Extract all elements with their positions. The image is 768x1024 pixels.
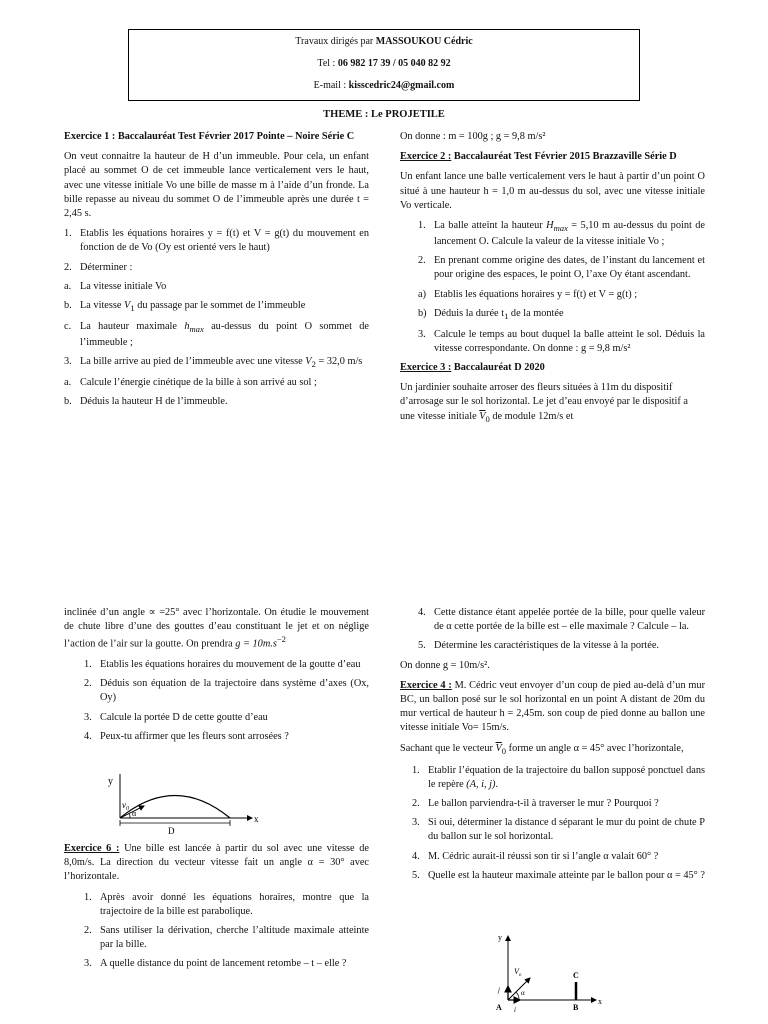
ex3-q4 [84, 730, 369, 744]
q-number: 5. [412, 869, 420, 881]
fig-y-label: y [108, 776, 113, 787]
text-part: . [495, 778, 499, 790]
q-text: Etablis les équations horaires y = f(t) et V = g(t) ; [434, 288, 638, 300]
phone-number: 06 982 17 39 / 05 040 82 92 [337, 58, 451, 69]
ex4-q3 [412, 816, 705, 844]
ex4-q1 [412, 764, 705, 792]
q-text: En prenant comme origine des dates, de l’instant du lancement et pour origine des espaces, le point O, l’axe Oy étant ascendant. [434, 255, 705, 281]
ex3-q1 [84, 658, 369, 672]
text-part: au-dessus du point O sommet de l’immeuble ; [80, 320, 369, 348]
q-number: 2. [84, 678, 92, 690]
fig-j-label: j [498, 986, 500, 994]
phone-prefix: Tel : [317, 58, 338, 69]
q-text: M. Cédric aurait-il réussi son tir si l’angle α valait 60° ? [428, 850, 659, 862]
ex4-q4 [412, 850, 705, 864]
vector-v0: $\overline{V}$ [495, 742, 502, 754]
author-prefix: Travaux dirigés par [295, 36, 376, 47]
q-text: Déduis la hauteur H de l’immeuble. [80, 396, 228, 408]
ex3-continued-intro [64, 606, 369, 652]
phone-line [129, 53, 639, 75]
ex2-label: Exercice 2 : [400, 151, 452, 163]
ex2-qb [418, 307, 705, 323]
author-line [129, 31, 639, 53]
email-prefix: E-mail : [313, 80, 349, 91]
math-sub: 0 [485, 413, 490, 424]
q-number: 1. [412, 764, 420, 776]
math-sub: 1 [130, 303, 135, 314]
q-text [434, 307, 705, 323]
ex6-q4 [418, 606, 705, 634]
ex6-q3 [84, 957, 369, 971]
q-number: 2. [84, 925, 92, 937]
math-var: h [184, 320, 190, 332]
text-part: = 32,0 m/s [315, 355, 363, 367]
ex3-label: Exercice 3 : [400, 361, 452, 373]
ex3-q2 [84, 677, 369, 705]
ex3-q3 [84, 711, 369, 725]
text-part: de la montée [508, 307, 564, 319]
q-text: Déterminer : [80, 261, 133, 273]
fig-v-letter: V [514, 967, 519, 976]
q-number: 1. [84, 659, 92, 671]
ex1-intro: On veut connaitre la hauteur de H d’un immeuble. Pour cela, un enfant placé au sommet O de cet immeuble lance verticalement vers le haut, avec une vitesse initiale Vo une bille de masse m à l’aide d’un fronde. La bille repasse au niveau du sommet O de l’immeuble après une durée t = 2,45 s. [64, 151, 369, 220]
ex2-q1 [418, 219, 705, 249]
q-number: a) [418, 288, 426, 300]
fig-i-label: i [514, 1006, 516, 1014]
q-number: 2. [412, 797, 420, 809]
ex6-q5 [418, 639, 705, 653]
q-number: 3. [84, 711, 92, 723]
angle-arc [129, 813, 130, 818]
fig-v-letter: v [122, 800, 126, 810]
q-text: Quelle est la hauteur maximale atteinte par le ballon pour α = 45° ? [428, 869, 705, 881]
ex4-text: M. Cédric veut envoyer d’un coup de pied au-delà d’un mur BC, un ballon posé sur le sol horizontal en un point A distant de 20m du mur vertical de hauteur h = 2,45m. son coup de pied donne au ballon une vitesse initiale Vo= 15m/s. [400, 679, 705, 734]
q-number: 2. [418, 255, 426, 267]
text-part: La bille arrive au pied de l’immeuble avec une vitesse [80, 355, 306, 367]
exercise-3-continued [64, 606, 369, 749]
math-sub: 1 [504, 310, 509, 321]
math-sub: 0 [501, 745, 507, 756]
q-text [80, 320, 369, 350]
text-part: La vitesse [80, 300, 125, 312]
exercise-1 [64, 130, 369, 414]
ex3-intro [400, 381, 705, 425]
exercise-6 [64, 842, 369, 977]
exercise-2-3 [400, 130, 705, 431]
ex4-intro [400, 679, 705, 736]
vector-v0: $\overline{V}$ [479, 410, 486, 422]
ex6-q2 [84, 924, 369, 952]
header-box [128, 29, 640, 101]
fig-point-a: A [496, 1003, 502, 1012]
math-sub: max [553, 223, 568, 234]
ex6-given: On donne g = 10m/s². [400, 659, 490, 671]
ex2-qa [418, 288, 705, 302]
q-number: b) [418, 307, 427, 319]
fig-v0-label [514, 967, 522, 978]
math-frame: (A, i, j) [466, 778, 496, 790]
q-text: A quelle distance du point de lancement retombe – t – elle ? [100, 958, 347, 970]
q-text [434, 219, 705, 249]
q-number: b. [64, 396, 72, 408]
email-line [129, 75, 639, 97]
text-part: La hauteur maximale [80, 320, 185, 332]
q-number: c. [64, 320, 72, 332]
q-text: Sans utiliser la dérivation, cherche l’altitude maximale atteinte par la bille. [100, 925, 369, 951]
q-text: La vitesse initiale Vo [80, 280, 167, 292]
q-text: Peux-tu affirmer que les fleurs sont arrosées ? [100, 730, 289, 742]
ex3-subtitle: Baccalauréat D 2020 [451, 361, 545, 373]
q-text: Calcule l’énergie cinétique de la bille à son arrivé au sol ; [80, 376, 317, 388]
fig-point-b: B [573, 1003, 579, 1012]
exercise-6-continued-and-4 [400, 606, 705, 888]
q-number: a. [64, 376, 72, 388]
text-part: Sachant que le vecteur [400, 742, 496, 754]
ex3-trajectory-figure [100, 768, 270, 838]
ex4-vector-line [400, 742, 705, 758]
q-text [428, 764, 705, 792]
ex2-q2 [418, 254, 705, 282]
fig-d-label: D [168, 826, 175, 836]
q-number: 3. [418, 328, 426, 340]
q-text: Etablis les équations horaires y = f(t) et V = g(t) du mouvement en fonction de de Vo (Oy est orienté vers le haut) [80, 228, 369, 254]
fig-v0-label [122, 800, 129, 812]
ex2-subtitle: Baccalauréat Test Février 2015 Brazzaville Série D [451, 151, 677, 163]
text-part: Un jardinier souhaite arroser des fleurs situées à 11m du dispositif d’arrosage sur le sol horizontal. Le jet d’eau envoyé par le dispositif a une vitesse initiale [400, 382, 688, 422]
ex6-intro [64, 842, 369, 885]
ex1-q2c [64, 320, 369, 350]
ex3-title [400, 361, 705, 375]
q-number: 1. [418, 220, 426, 232]
email-address: kisscedric24@gmail.com [348, 80, 455, 91]
ex2-q3 [418, 328, 705, 356]
ex1-q3a [64, 376, 369, 390]
q-number: 2. [64, 261, 72, 273]
text-part: Déduis la durée t [434, 307, 505, 319]
ex1-q2 [64, 261, 369, 275]
math-sub: max [189, 323, 204, 334]
q-text: Détermine les caractéristiques de la vitesse à la portée. [434, 640, 659, 652]
q-number: 1. [84, 891, 92, 903]
q-number: 3. [84, 958, 92, 970]
q-text: Le ballon parviendra-t-il à traverser le mur ? Pourquoi ? [428, 797, 659, 809]
q-text: Si oui, déterminer la distance d séparant le mur du point de chute P du ballon sur le sol horizontal. [428, 817, 705, 843]
angle-arc [516, 992, 519, 1000]
theme-title: THEME : Le PROJETILE [323, 109, 445, 120]
ex2-intro: Un enfant lance une balle verticalement vers le haut à partir d’un point O situé à une hauteur h = 1,0 m au-dessus du sol, avec une vitesse initiale Vo verticale. [400, 171, 705, 211]
ex1-q2a [64, 280, 369, 294]
text-part: de module 12m/s et [489, 410, 574, 422]
ex4-q5 [412, 869, 705, 883]
q-number: 5. [418, 640, 426, 652]
ex6-q1 [84, 891, 369, 919]
q-number: a. [64, 280, 72, 292]
trajectory-curve [120, 796, 230, 819]
text-part: = 5,10 m au-dessus du point de lancement O. Calcule la valeur de la vitesse initiale Vo ; [434, 220, 706, 247]
fig-y-label: y [498, 933, 502, 942]
ex4-wall-figure [488, 926, 608, 1020]
text-part: du passage par le sommet de l’immeuble [134, 300, 306, 312]
ex4-label: Exercice 4 : [400, 679, 452, 691]
q-text [80, 299, 369, 315]
math-exp: −2 [276, 634, 286, 645]
ex4-q2 [412, 797, 705, 811]
q-text [80, 355, 369, 371]
text-part: La balle atteint la hauteur [434, 220, 547, 232]
q-text: Etablis les équations horaires du mouvement de la goutte d’eau [100, 659, 361, 671]
q-number: 4. [418, 607, 426, 618]
ex6-text: Une bille est lancée à partir du sol avec une vitesse de 8,0m/s. La direction du vecteur vitesse fait un angle α = 30° avec l’horizontale. [64, 843, 369, 883]
math-sub: 2 [311, 359, 316, 370]
fig-alpha-label: α [132, 809, 137, 818]
fig-v-sub: 0 [126, 806, 129, 812]
math-var: V [124, 300, 131, 312]
q-number: 4. [84, 730, 92, 742]
ex6-label: Exercice 6 : [64, 843, 120, 854]
math-g: g = 10m.s [235, 638, 277, 650]
q-text: Après avoir donné les équations horaires, montre que la trajectoire de la bille est parabolique. [100, 891, 369, 917]
q-text: Calcule le temps au bout duquel la balle atteint le sol. Déduis la vitesse correspondante. On donne : g = 9,8 m/s² [434, 328, 705, 354]
q-text: Déduis son équation de la trajectoire dans système d’axes (Ox, Oy) [100, 678, 369, 704]
q-number: 4. [412, 850, 420, 862]
ex1-q1 [64, 227, 369, 255]
q-text: Calcule la portée D de cette goutte d’eau [100, 711, 268, 723]
fig-x-label: x [598, 997, 602, 1006]
author-name: MASSOUKOU Cédric [375, 36, 473, 47]
q-number: b. [64, 300, 72, 312]
ex1-given: On donne : m = 100g ; g = 9,8 m/s² [400, 131, 546, 142]
ex1-title: Exercice 1 : Baccalauréat Test Février 2017 Pointe – Noire Série C [64, 131, 355, 142]
math-var: H [546, 220, 554, 232]
text-part: Etablir l’équation de la trajectoire du ballon supposé ponctuel dans le repère [428, 764, 705, 790]
q-number: 1. [64, 228, 72, 240]
fig-x-label: x [254, 814, 259, 824]
ex2-title [400, 150, 705, 164]
q-text: Cette distance étant appelée portée de la bille, pour quelle valeur de α cette portée de la bille est – elle maximale ? Calcule – la. [434, 607, 705, 633]
ex1-q3 [64, 355, 369, 371]
text-part: forme un angle α = 45° avec l’horizontale, [506, 742, 684, 754]
fig-alpha-label: α [521, 989, 525, 997]
fig-v-sub: o [518, 973, 522, 978]
fig-point-c: C [573, 971, 579, 980]
text-part: inclinée d’un angle ∝ =25° avec l’horizontale. On étudie le mouvement de chute libre d’une des gouttes d’eau constituant le jet et on néglige l’action de l’air sur la goutte. On prendra [64, 607, 369, 650]
math-var: V [305, 355, 312, 367]
ex1-q3b [64, 395, 369, 409]
ex1-q2b [64, 299, 369, 315]
q-number: 3. [64, 355, 72, 367]
q-number: 3. [412, 817, 420, 829]
